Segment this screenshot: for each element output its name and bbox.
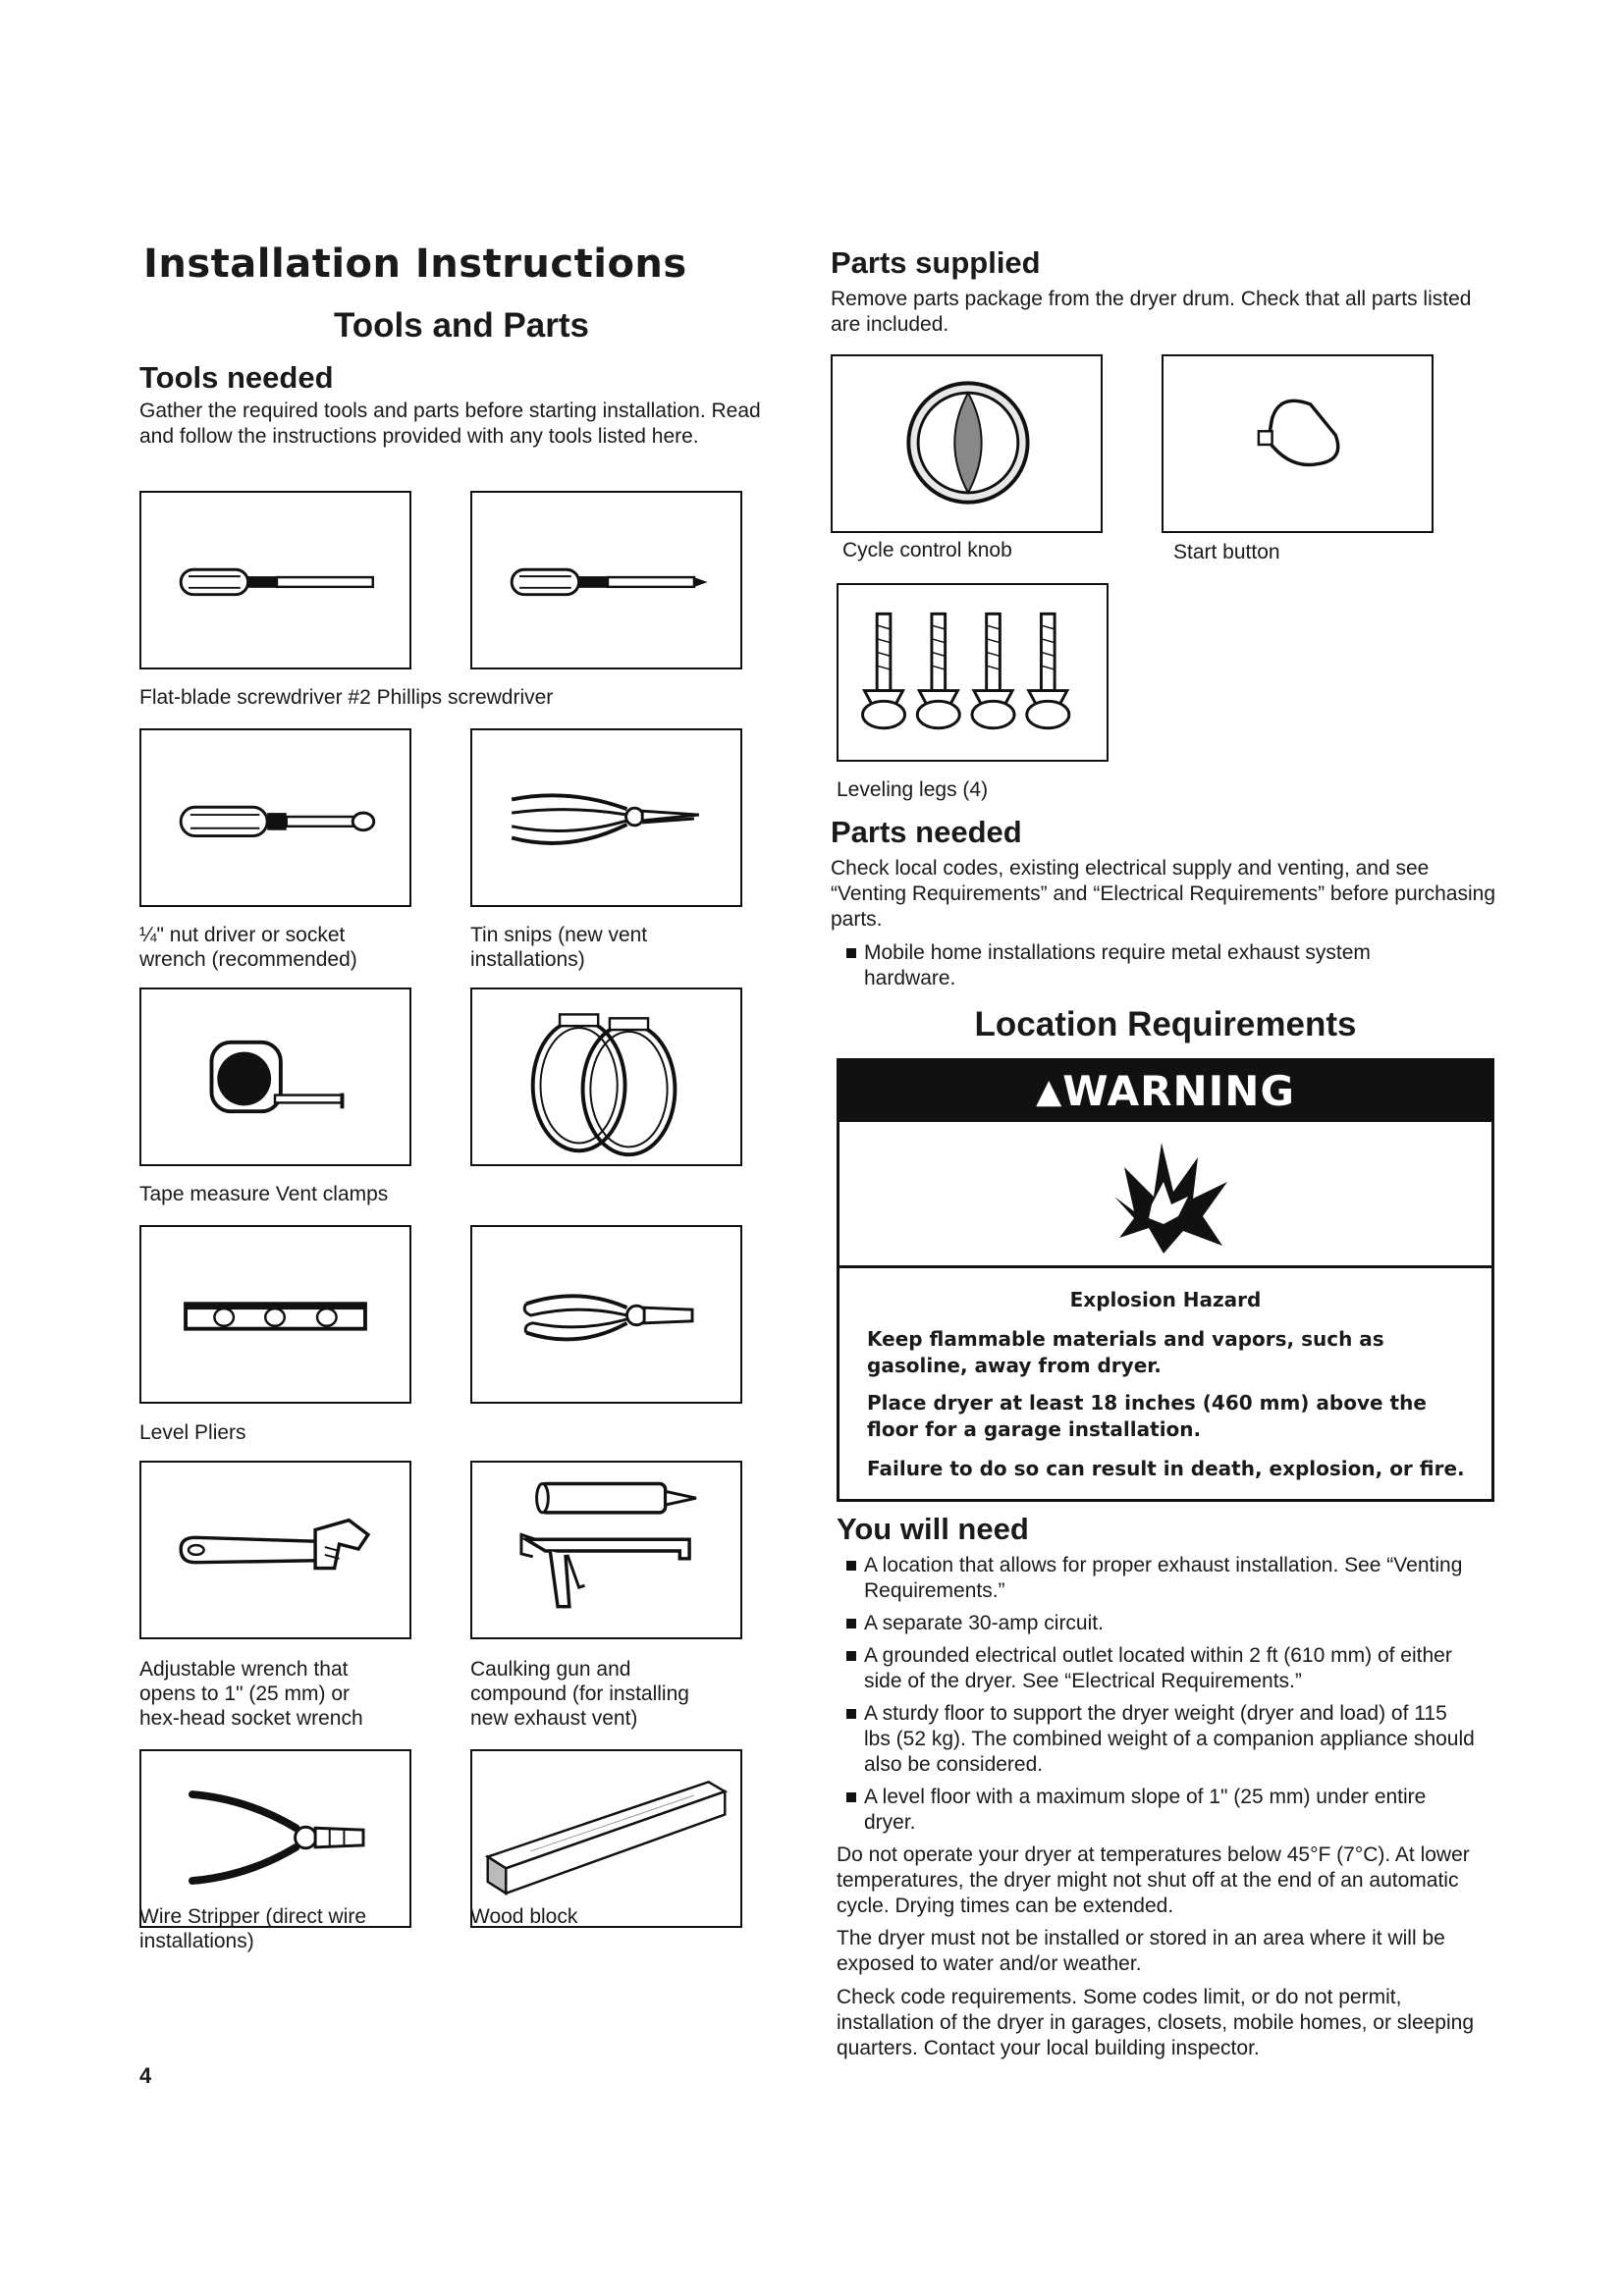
tools-intro: Gather the required tools and parts before starting installation. Read and follow the instructions provided with any tools listed here.: [139, 400, 761, 448]
vent-clamps-illustration: [470, 988, 742, 1166]
you-will-need-heading: You will need: [837, 1512, 1029, 1546]
warning-triangle-icon: ▲: [1036, 1072, 1063, 1111]
caption-leveling-legs: Leveling legs (4): [837, 778, 989, 801]
list-item: Mobile home installations require metal exhaust system hardware.: [837, 940, 1386, 991]
warning-label: WARNING: [1062, 1067, 1295, 1115]
tin-snips-illustration: [470, 728, 742, 907]
leveling-legs-illustration: [837, 583, 1109, 762]
caption-caulking-gun: Caulking gun and compound (for installing new exhaust vent): [470, 1658, 689, 1730]
caption-level-pliers: Level Pliers: [139, 1421, 246, 1444]
warning-line-3: Failure to do so can result in death, explosion, or fire.: [867, 1457, 1465, 1480]
page-title: Installation Instructions: [143, 241, 687, 287]
list-item: A separate 30-amp circuit.: [837, 1611, 1475, 1636]
warning-divider: [839, 1265, 1491, 1268]
caption-cycle-knob: Cycle control knob: [842, 539, 1012, 561]
level-illustration: [139, 1225, 411, 1404]
caulking-gun-illustration: [470, 1461, 742, 1639]
hazard-title: Explosion Hazard: [1069, 1288, 1262, 1311]
parts-needed-intro: Check local codes, existing electrical supply and venting, and see “Venting Requirements” and “Electrical Requirements” before purchasing parts.: [831, 857, 1496, 931]
warning-box: [837, 1058, 1494, 1502]
caption-tape-vent: Tape measure Vent clamps: [139, 1183, 389, 1205]
pliers-illustration: [470, 1225, 742, 1404]
warning-line-1: Keep flammable materials and vapors, such as gasoline, away from dryer.: [867, 1327, 1384, 1377]
parts-needed-list: [837, 940, 1386, 998]
temperature-paragraph: Do not operate your dryer at temperatures below 45°F (7°C). At lower temperatures, the dryer might not shut off at the end of an automatic cycle. Drying times can be extended.: [837, 1843, 1470, 1917]
start-button-illustration: [1162, 354, 1434, 533]
weather-paragraph: The dryer must not be installed or stored in an area where it will be exposed to water and/or weather.: [837, 1927, 1445, 1975]
parts-needed-heading: Parts needed: [831, 815, 1022, 849]
wire-stripper-illustration: [139, 1749, 411, 1928]
adjustable-wrench-illustration: [139, 1461, 411, 1639]
location-heading: Location Requirements: [974, 1005, 1357, 1043]
tools-heading: Tools needed: [139, 360, 334, 395]
list-item: A location that allows for proper exhaust installation. See “Venting Requirements.”: [837, 1553, 1475, 1604]
caption-adjustable-wrench: Adjustable wrench that opens to 1" (25 mm) or hex-head socket wrench: [139, 1658, 363, 1730]
warning-line-2: Place dryer at least 18 inches (460 mm) above the floor for a garage installation.: [867, 1391, 1427, 1441]
nut-driver-illustration: [139, 728, 411, 907]
caption-tin-snips: Tin snips (new vent installations): [470, 924, 648, 971]
list-item: A sturdy floor to support the dryer weight (dryer and load) of 115 lbs (52 kg). The combined weight of a companion appliance should also be considered.: [837, 1701, 1475, 1778]
wood-block-illustration: [470, 1749, 742, 1928]
you-will-need-list: [837, 1553, 1475, 1842]
phillips-screwdriver-illustration: [470, 491, 742, 669]
warning-header: [839, 1061, 1491, 1122]
page-number: 4: [139, 2063, 152, 2088]
caption-wood-block: Wood block: [470, 1905, 578, 1928]
section-title: Tools and Parts: [334, 306, 589, 345]
explosion-icon: [1095, 1138, 1242, 1255]
caption-nut-driver: ¼" nut driver or socket wrench (recommended): [139, 924, 357, 971]
cycle-control-knob-illustration: [831, 354, 1103, 533]
caption-start-button: Start button: [1173, 541, 1280, 563]
flat-blade-screwdriver-illustration: [139, 491, 411, 669]
code-paragraph: Check code requirements. Some codes limit, or do not permit, installation of the dryer in garages, closets, mobile homes, or sleeping quarters. Contact your local building inspector.: [837, 1986, 1475, 2059]
parts-supplied-heading: Parts supplied: [831, 245, 1041, 280]
parts-supplied-intro: Remove parts package from the dryer drum. Check that all parts listed are included.: [831, 288, 1472, 336]
list-item: A level floor with a maximum slope of 1" (25 mm) under entire dryer.: [837, 1785, 1475, 1836]
caption-wire-stripper: Wire Stripper (direct wire installations): [139, 1905, 367, 1952]
caption-screwdrivers: Flat-blade screwdriver #2 Phillips screwdriver: [139, 686, 554, 709]
tape-measure-illustration: [139, 988, 411, 1166]
list-item: A grounded electrical outlet located within 2 ft (610 mm) of either side of the dryer. See “Electrical Requirements.”: [837, 1643, 1475, 1694]
